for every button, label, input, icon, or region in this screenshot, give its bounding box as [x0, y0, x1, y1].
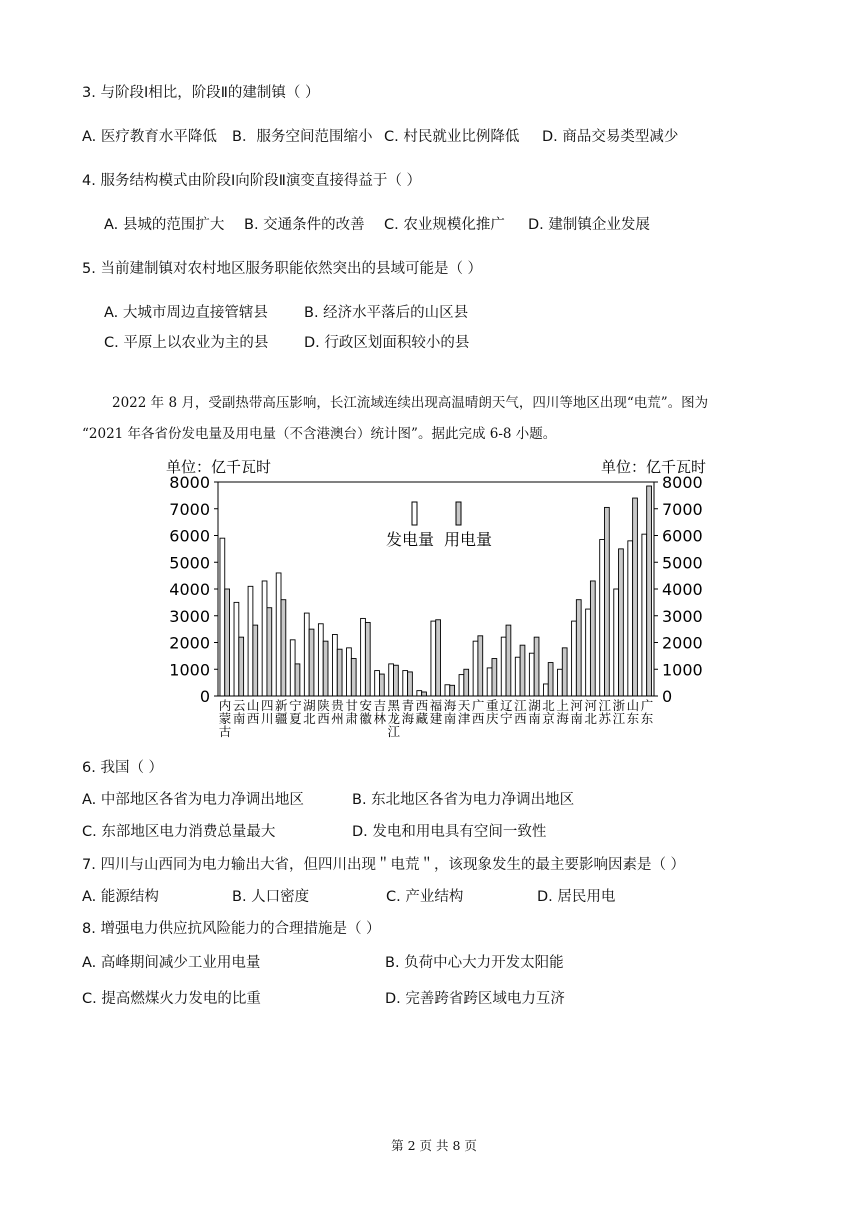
x-axis-labels [219, 698, 654, 739]
bar-consumption-2 [253, 625, 258, 696]
bar-consumption-6 [309, 629, 314, 696]
x-tick-label-16: 南 [443, 711, 457, 726]
bar-generation-3 [262, 581, 267, 696]
x-tick-label-22: 南 [528, 711, 541, 726]
x-tick-label-7: 陕 [317, 698, 330, 713]
y-tick-label-right: 6000 [662, 526, 703, 546]
bar-generation-9 [347, 648, 352, 696]
q6-option-c: C. 东部地区电力消费总量最大 [82, 824, 276, 840]
bar-consumption-9 [351, 659, 356, 696]
bar-generation-17 [459, 675, 464, 696]
x-tick-label-6: 北 [303, 711, 316, 726]
x-tick-label-30: 广 [640, 698, 654, 713]
q6-options-row1 [82, 790, 574, 810]
q4-option-a: A. 县城的范围扩大 [104, 217, 225, 233]
x-tick-label-7: 西 [317, 711, 330, 726]
x-tick-label-0: 古 [218, 724, 232, 739]
x-tick-label-13: 青 [401, 698, 415, 713]
q8-option-d: D. 完善跨省跨区域电力互济 [385, 991, 565, 1007]
x-tick-label-17: 津 [457, 711, 471, 726]
x-tick-label-11: 吉 [373, 698, 386, 713]
x-tick-label-28: 江 [612, 711, 626, 726]
bar-generation-1 [234, 602, 239, 696]
bar-consumption-25 [576, 600, 581, 696]
x-tick-label-1: 云 [232, 698, 246, 713]
bar-generation-29 [628, 541, 633, 696]
x-tick-label-9: 甘 [345, 698, 358, 713]
x-tick-label-17: 天 [457, 698, 471, 713]
x-tick-label-6: 湖 [303, 698, 316, 713]
bar-consumption-7 [323, 641, 328, 696]
bar-generation-27 [600, 540, 605, 696]
bar-generation-14 [417, 691, 422, 696]
y-tick-label-left: 4000 [169, 580, 210, 599]
bar-consumption-24 [562, 648, 567, 696]
bar-consumption-18 [478, 636, 483, 696]
q5-options-row2 [104, 333, 469, 353]
q6-option-d: D. 发电和用电具有空间一致性 [352, 824, 547, 840]
bar-consumption-23 [548, 663, 553, 696]
x-tick-label-21: 江 [514, 698, 527, 713]
x-tick-label-23: 北 [542, 698, 555, 713]
x-tick-label-20: 宁 [500, 711, 513, 726]
q4-option-b: B. 交通条件的改善 [244, 217, 365, 233]
q7-option-b: B. 人口密度 [232, 889, 310, 905]
q8-stem: 8. 增强电力供应抗风险能力的合理措施是（ ） [82, 921, 381, 937]
y-axis-left [169, 473, 218, 706]
y-tick-label-right: 8000 [662, 473, 703, 492]
y-tick-label-right: 4000 [662, 580, 703, 599]
bar-generation-8 [332, 634, 337, 696]
bar-generation-0 [220, 538, 225, 696]
x-tick-label-24: 海 [556, 711, 569, 726]
x-tick-label-12: 龙 [387, 711, 401, 726]
x-tick-label-21: 西 [514, 711, 527, 726]
bar-consumption-8 [337, 649, 342, 696]
bar-consumption-10 [365, 622, 370, 696]
y-tick-label-left: 1000 [169, 660, 210, 680]
x-tick-label-13: 海 [401, 711, 415, 726]
bar-generation-2 [248, 586, 253, 696]
bar-consumption-3 [267, 608, 272, 696]
q3-stem: 3. 与阶段Ⅰ相比，阶段Ⅱ的建制镇（ ） [82, 85, 320, 101]
y-tick-label-left: 0 [199, 687, 210, 706]
bar-generation-26 [586, 609, 591, 696]
bar-consumption-28 [619, 549, 624, 696]
y-tick-label-left: 2000 [169, 633, 210, 653]
y-tick-label-right: 3000 [662, 606, 703, 626]
bar-consumption-17 [464, 669, 469, 696]
q5-option-a: A. 大城市周边直接管辖县 [104, 305, 268, 321]
y-axis-right [654, 473, 703, 706]
bar-generation-25 [572, 621, 577, 696]
q3-option-c: C. 村民就业比例降低 [384, 129, 520, 145]
x-tick-label-2: 西 [246, 711, 260, 726]
q8-options-row1 [82, 953, 564, 973]
x-tick-label-26: 北 [584, 711, 597, 726]
y-tick-label-right: 0 [662, 687, 673, 706]
q7-options [82, 887, 615, 907]
x-tick-label-20: 辽 [500, 698, 513, 713]
bar-generation-16 [445, 685, 450, 696]
q6-options-row2 [82, 822, 546, 842]
x-tick-label-27: 苏 [598, 711, 612, 726]
x-tick-label-19: 庆 [486, 711, 499, 726]
x-tick-label-16: 海 [443, 698, 457, 713]
bar-consumption-27 [604, 507, 609, 696]
q3-option-d: D. 商品交易类型减少 [542, 129, 679, 145]
x-tick-label-14: 西 [415, 698, 429, 713]
bar-generation-21 [515, 657, 520, 696]
bar-generation-15 [431, 621, 436, 696]
bar-consumption-0 [225, 589, 230, 696]
bar-consumption-22 [534, 637, 539, 696]
x-tick-label-3: 四 [260, 698, 274, 713]
x-tick-label-12: 黑 [387, 698, 401, 713]
y-tick-label-left: 6000 [169, 526, 210, 546]
q5-option-b: B. 经济水平落后的山区县 [304, 305, 469, 321]
x-tick-label-15: 建 [429, 711, 443, 726]
page-footer: 第 2 页 共 8 页 [391, 1138, 477, 1153]
bar-generation-6 [304, 613, 309, 696]
x-tick-label-23: 京 [542, 711, 555, 726]
x-tick-label-18: 西 [471, 711, 485, 726]
bar-generation-10 [361, 618, 366, 696]
bar-consumption-14 [422, 692, 427, 696]
x-tick-label-27: 江 [598, 698, 612, 713]
q7-option-c: C. 产业结构 [386, 889, 464, 905]
intro-line-2: “2021 年各省份发电量及用电量（不含港澳台）统计图”。据此完成 6-8 小题。 [82, 426, 557, 442]
x-tick-label-4: 新 [275, 698, 288, 713]
x-tick-label-25: 南 [570, 711, 583, 726]
x-tick-label-0: 内 [218, 698, 232, 713]
bar-consumption-16 [450, 685, 455, 696]
y-tick-label-right: 1000 [662, 660, 703, 680]
bar-generation-11 [375, 671, 380, 696]
y-tick-label-right: 5000 [662, 553, 703, 573]
q4-option-c: C. 农业规模化推广 [384, 217, 505, 233]
q6-option-a: A. 中部地区各省为电力净调出地区 [82, 792, 304, 808]
bar-consumption-1 [239, 637, 244, 696]
bar-consumption-4 [281, 600, 286, 696]
intro-line-1: 2022 年 8 月，受副热带高压影响，长江流域连续出现高温晴朗天气，四川等地区出现“电荒”。图为 [112, 395, 709, 411]
q3-options [82, 127, 678, 147]
bar-consumption-20 [506, 625, 511, 696]
q4-options [104, 215, 650, 235]
x-tick-label-2: 山 [246, 698, 260, 713]
bar-generation-4 [276, 573, 281, 696]
unit-right-label: 单位：亿千瓦时 [600, 458, 706, 476]
x-tick-label-0: 蒙 [218, 711, 232, 726]
bar-generation-5 [290, 640, 295, 696]
bar-generation-24 [558, 669, 563, 696]
bar-consumption-5 [295, 664, 300, 696]
q3-option-b: B．服务空间范围缩小 [232, 129, 373, 145]
legend [386, 502, 492, 549]
q4-stem: 4. 服务结构模式由阶段Ⅰ向阶段Ⅱ演变直接得益于（ ） [82, 173, 421, 189]
bar-generation-23 [543, 684, 548, 696]
bar-generation-19 [487, 668, 492, 696]
x-tick-label-10: 徽 [359, 711, 372, 726]
q7-stem: 7. 四川与山西同为电力输出大省，但四川出现＂电荒＂，该现象发生的最主要影响因素是（ ） [82, 857, 686, 873]
q5-option-c: C. 平原上以农业为主的县 [104, 335, 269, 351]
x-tick-label-29: 山 [626, 698, 640, 713]
x-tick-label-11: 林 [373, 711, 386, 726]
legend-label-generation: 发电量 [386, 530, 435, 549]
x-tick-label-24: 上 [556, 698, 569, 713]
x-tick-label-4: 疆 [275, 711, 288, 726]
q6-option-b: B. 东北地区各省为电力净调出地区 [352, 792, 575, 808]
y-tick-label-left: 8000 [169, 473, 210, 492]
x-tick-label-12: 江 [387, 724, 401, 739]
bar-generation-13 [403, 671, 408, 696]
bars-group [220, 486, 651, 696]
y-tick-label-right: 7000 [662, 499, 703, 519]
x-tick-label-1: 南 [232, 711, 246, 726]
x-tick-label-3: 川 [260, 711, 274, 726]
bar-generation-28 [614, 589, 619, 696]
electricity-chart [160, 452, 720, 742]
bar-consumption-30 [647, 486, 652, 696]
bar-consumption-15 [436, 620, 441, 696]
x-tick-label-9: 肃 [345, 711, 358, 726]
q3-option-a: A. 医疗教育水平降低 [82, 129, 217, 145]
q7-option-d: D. 居民用电 [537, 889, 616, 905]
q5-option-d: D. 行政区划面积较小的县 [304, 335, 470, 351]
bar-generation-7 [318, 624, 323, 696]
q7-option-a: A. 能源结构 [82, 889, 159, 905]
x-tick-label-28: 浙 [612, 698, 626, 713]
bar-generation-30 [642, 534, 647, 696]
bar-consumption-29 [633, 498, 638, 696]
x-tick-label-5: 夏 [289, 711, 302, 726]
bar-consumption-11 [379, 674, 384, 696]
q8-option-c: C. 提高燃煤火力发电的比重 [82, 991, 261, 1007]
q8-options-row2 [82, 989, 565, 1009]
q8-option-a: A. 高峰期间减少工业用电量 [82, 955, 261, 971]
y-tick-label-right: 2000 [662, 633, 703, 653]
x-tick-label-30: 东 [640, 711, 654, 726]
bar-consumption-19 [492, 659, 497, 696]
x-tick-label-25: 河 [570, 698, 583, 713]
x-tick-label-26: 河 [584, 698, 597, 713]
x-tick-label-15: 福 [429, 698, 443, 713]
x-tick-label-8: 贵 [331, 698, 344, 713]
x-tick-label-8: 州 [331, 711, 344, 726]
x-tick-label-29: 东 [626, 711, 640, 726]
legend-label-consumption: 用电量 [444, 530, 493, 549]
bar-consumption-21 [520, 645, 525, 696]
q8-option-b: B. 负荷中心大力开发太阳能 [385, 955, 564, 971]
bar-consumption-26 [590, 581, 595, 696]
bar-generation-12 [389, 664, 394, 696]
y-tick-label-left: 3000 [169, 606, 210, 626]
q6-stem: 6. 我国（ ） [82, 760, 164, 776]
bar-generation-22 [529, 653, 534, 696]
q5-stem: 5. 当前建制镇对农村地区服务职能依然突出的县域可能是（ ） [82, 261, 483, 277]
legend-swatch-consumption [456, 502, 461, 525]
bar-generation-20 [501, 637, 506, 696]
bar-consumption-12 [394, 665, 399, 696]
x-tick-label-19: 重 [486, 698, 499, 713]
bar-consumption-13 [408, 672, 413, 696]
x-tick-label-22: 湖 [528, 698, 541, 713]
unit-left-label: 单位：亿千瓦时 [166, 458, 272, 476]
legend-swatch-generation [412, 502, 417, 525]
bar-generation-18 [473, 641, 478, 696]
y-tick-label-left: 7000 [169, 499, 210, 519]
y-tick-label-left: 5000 [169, 553, 210, 573]
x-tick-label-18: 广 [471, 698, 485, 713]
x-tick-label-5: 宁 [289, 698, 302, 713]
x-tick-label-14: 藏 [415, 711, 429, 726]
q4-option-d: D. 建制镇企业发展 [528, 217, 650, 233]
x-tick-label-10: 安 [359, 698, 372, 713]
q5-options-row1 [104, 303, 468, 323]
